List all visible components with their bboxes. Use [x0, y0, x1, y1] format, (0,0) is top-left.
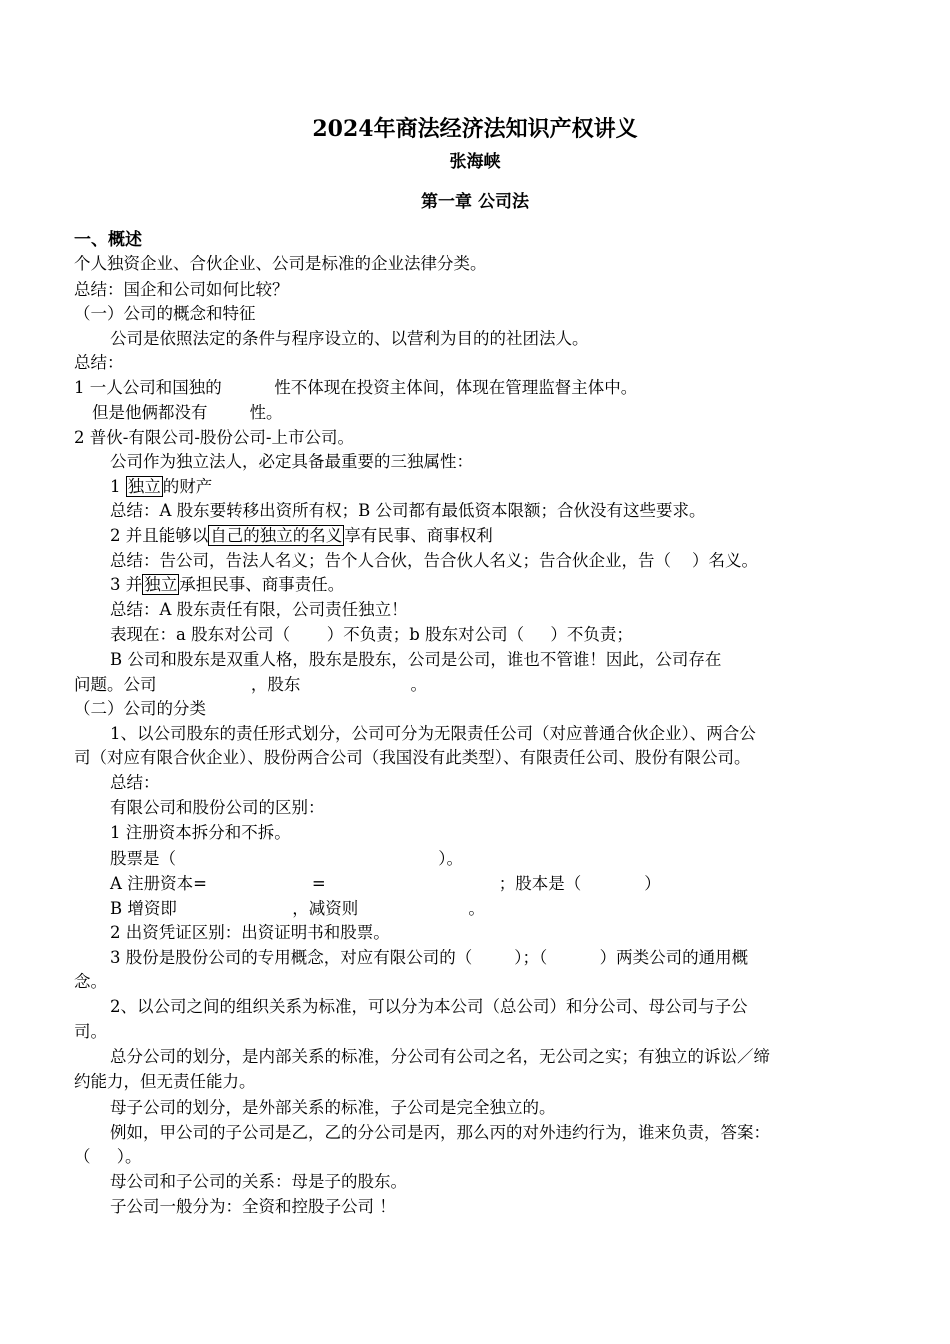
paragraph-line: A 注册资本= = ；股本是（ ）	[110, 874, 661, 893]
paragraph-line: 总结：国企和公司如何比较？	[74, 280, 289, 299]
paragraph-line: 公司是依照法定的条件与程序设立的、以营利为目的的社团法人。	[110, 329, 589, 348]
line-prefix: 2 并且能够以	[110, 526, 209, 545]
author-name: 张海峡	[449, 152, 501, 172]
paragraph-line	[110, 476, 212, 498]
paragraph-line: 2 普伙-有限公司-股份公司-上市公司。	[74, 428, 354, 447]
document-title: 2024年商法经济法知识产权讲义	[312, 116, 638, 142]
paragraph-line: 司。	[74, 1022, 107, 1041]
subsection-heading: （一）公司的概念和特征	[74, 304, 256, 323]
paragraph-line: 股票是（ ）。	[110, 849, 463, 868]
paragraph-line: 有限公司和股份公司的区别：	[110, 798, 325, 817]
paragraph-line: 总结：告公司，告法人名义；告个人合伙，告合伙人名义；告合伙企业，告（ ）名义。	[110, 551, 758, 570]
paragraph-line: 但是他俩都没有 性。	[92, 403, 283, 422]
subsection-heading: （二）公司的分类	[74, 699, 206, 718]
line-suffix: 的财产	[162, 477, 213, 496]
chapter-heading: 第一章 公司法	[421, 192, 529, 212]
paragraph-line	[110, 574, 344, 596]
paragraph-line: 表现在：a 股东对公司（ ）不负责；b 股东对公司（ ）不负责；	[110, 625, 633, 644]
paragraph-line: 2、以公司之间的组织关系为标准，可以分为本公司（总公司）和分公司、母公司与子公	[110, 997, 748, 1016]
paragraph-line: 个人独资企业、合伙企业、公司是标准的企业法律分类。	[74, 254, 487, 273]
paragraph-line: 1 注册资本拆分和不拆。	[110, 823, 291, 842]
line-suffix: 承担民事、商事责任。	[179, 575, 345, 594]
paragraph-line	[110, 525, 493, 547]
paragraph-line: 总结：A 股东责任有限，公司责任独立！	[110, 600, 408, 619]
boxed-term: 独立	[127, 477, 161, 496]
paragraph-line: B 公司和股东是双重人格，股东是股东，公司是公司，谁也不管谁！因此，公司存在	[110, 650, 722, 669]
paragraph-line: 总结：A 股东要转移出资所有权；B 公司都有最低资本限额；合伙没有这些要求。	[110, 501, 706, 520]
paragraph-line: 公司作为独立法人，必定具备最重要的三独属性：	[110, 452, 473, 471]
summary-label: 总结：	[74, 353, 124, 372]
paragraph-line: 问题。公司 ，股东 。	[74, 675, 428, 694]
paragraph-line: 1、以公司股东的责任形式划分，公司可分为无限责任公司（对应普通合伙企业）、两合公	[110, 724, 756, 743]
boxed-term: 自己的独立的名义	[210, 526, 343, 545]
paragraph-line: （ ）。	[74, 1147, 142, 1166]
line-suffix: 享有民事、商事权利	[344, 526, 493, 545]
paragraph-line: 母子公司的划分，是外部关系的标准，子公司是完全独立的。	[110, 1098, 556, 1117]
section-heading-overview: 一、概述	[74, 230, 142, 250]
summary-label: 总结：	[110, 773, 160, 792]
paragraph-line: 母公司和子公司的关系：母是子的股东。	[110, 1172, 407, 1191]
paragraph-line: 约能力，但无责任能力。	[74, 1072, 256, 1091]
paragraph-line: B 增资即 ，减资则 。	[110, 899, 485, 918]
paragraph-line: 2 出资凭证区别：出资证明书和股票。	[110, 923, 390, 942]
paragraph-line: 念。	[74, 972, 107, 991]
boxed-term: 独立	[144, 575, 178, 594]
paragraph-line: 总分公司的划分，是内部关系的标准，分公司有公司之名，无公司之实；有独立的诉讼／缔	[110, 1047, 770, 1066]
paragraph-line: 3 股份是股份公司的专用概念，对应有限公司的（ ）；（ ）两类公司的通用概	[110, 948, 749, 967]
paragraph-line: 1 一人公司和国独的 性不体现在投资主体间，体现在管理监督主体中。	[74, 378, 638, 397]
paragraph-line: 子公司一般分为：全资和控股子公司 ！	[110, 1197, 396, 1216]
line-prefix: 1	[110, 477, 126, 496]
paragraph-line: 司（对应有限合伙企业）、股份两合公司（我国没有此类型）、有限责任公司、股份有限公司。	[74, 748, 751, 767]
paragraph-line: 例如，甲公司的子公司是乙，乙的分公司是丙，那么丙的对外违约行为，谁来负责，答案：	[110, 1123, 770, 1142]
line-prefix: 3 并	[110, 575, 143, 594]
